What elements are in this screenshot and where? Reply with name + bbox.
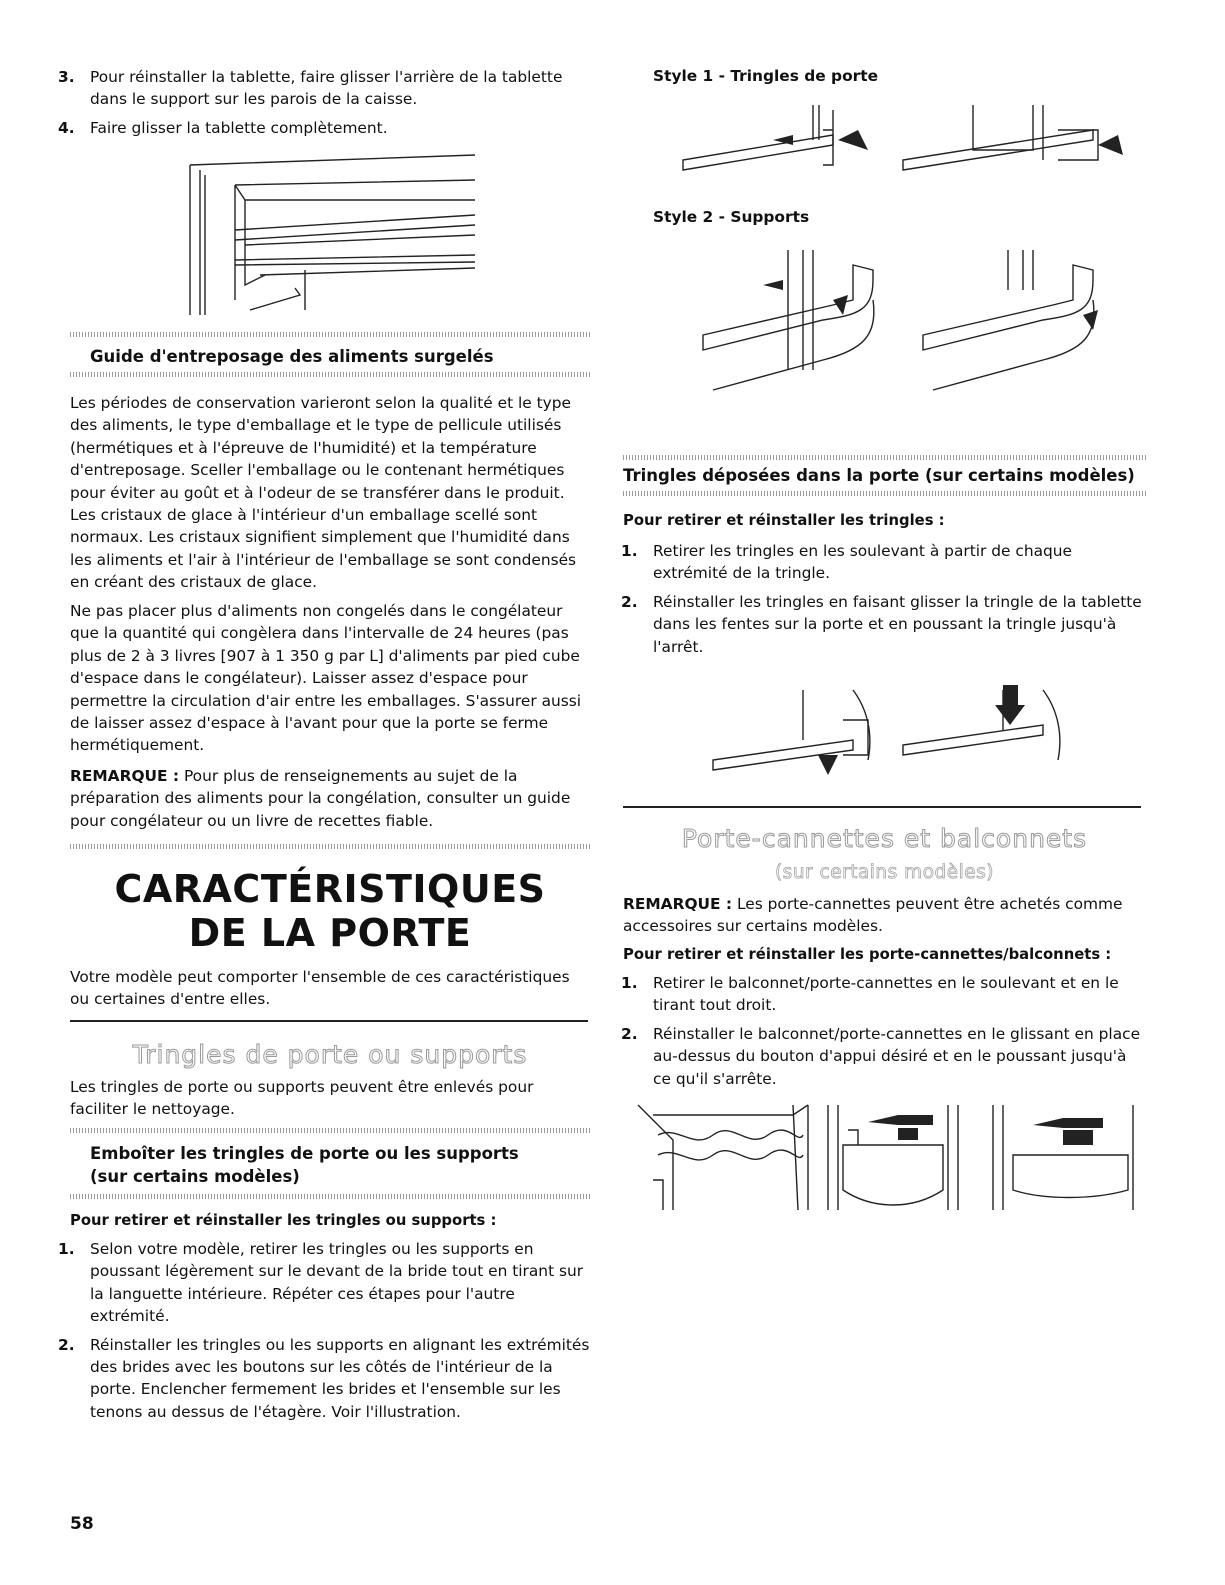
shelf-illustration — [185, 150, 545, 320]
frozen-note: REMARQUE : Pour plus de renseignements au sujet de la préparation des aliments pour la congélation, consulter un guide pour congélateur ou un livre de recettes fiable. — [70, 767, 571, 830]
dotted-rule — [70, 844, 590, 849]
dropin-rails-minihead: Pour retirer et réinstaller les tringles : — [623, 512, 945, 529]
bins-minihead: Pour retirer et réinstaller les porte-cannettes/balconnets : — [623, 946, 1112, 963]
frozen-paragraph-2: Ne pas placer plus d'aliments non congelés dans le congélateur que la quantité qui congèlera dans l'intervalle de 24 heures (pas plus de 2 à 3 livres [907 à 1 350 g par L] d'aliments par pied cube d'espace dans le congélateur). Laisser assez d'espace pour permettre la circulation d'air entre les emballages. S'assurer aussi de laisser assez d'espace à l'avant pour que la porte se ferme hermétiquement. — [70, 602, 582, 755]
bins-section-subtitle: (sur certains modèles) — [774, 862, 995, 883]
section-title-line2: DE LA PORTE — [188, 911, 472, 955]
list-item: 1. Retirer les tringles en les soulevant à partir de chaque extrémité de la tringle. — [621, 542, 1073, 583]
dotted-rule — [70, 1194, 590, 1199]
dotted-rule — [70, 1128, 590, 1133]
style1-label: Style 1 - Tringles de porte — [653, 67, 879, 85]
snap-rails-minihead: Pour retirer et réinstaller les tringles ou supports : — [70, 1212, 497, 1229]
style2-label: Style 2 - Supports — [653, 208, 810, 226]
frozen-guide-heading: Guide d'entreposage des aliments surgelés — [90, 347, 494, 366]
bins-steps — [621, 972, 1146, 1096]
snap-rails-heading-1: Emboîter les tringles de porte ou les supports — [90, 1144, 519, 1163]
frozen-paragraph-1: Les périodes de conservation varieront selon la qualité et le type des aliments, le type d'emballage et le type de pellicule utilisés (hermétiques et à l'épreuve de l'humidité) et la température d'entreposage. Sceller l'emballage ou le contenant hermétiques pour éviter au goût et à l'odeur de se transférer dans le produit. Les cristaux de glace à l'intérieur d'un emballage scellé sont normaux. Les cristaux signifient simplement que l'humidité dans les aliments et l'air à l'intérieur de l'emballage se sont condensés en créant des cristaux de glace. — [70, 394, 577, 592]
section-rule — [623, 806, 1141, 808]
snap-rails-steps — [58, 1238, 590, 1429]
dotted-rule — [623, 491, 1146, 496]
rails-section-title: Tringles de porte ou supports — [132, 1040, 528, 1069]
list-item: 4. Faire glisser la tablette complètement. — [58, 118, 388, 137]
rails-intro: Les tringles de porte ou supports peuvent être enlevés pour faciliter le nettoyage. — [70, 1078, 534, 1119]
style1-door-rail-illustration — [673, 100, 1133, 195]
dropin-rails-steps — [621, 540, 1146, 664]
style2-bracket-illustration — [673, 240, 1133, 420]
list-item: 2. Réinstaller le balconnet/porte-cannettes en le glissant en place au-dessus du bouton d'appui désiré et en le poussant jusqu'à ce qu'il s'arrête. — [621, 1024, 1141, 1088]
door-features-intro: Votre modèle peut comporter l'ensemble de ces caractéristiques ou certaines d'entre elles. — [70, 968, 570, 1009]
section-rule — [70, 1020, 588, 1022]
bins-illustration — [633, 1100, 1143, 1215]
list-item: 1. Selon votre modèle, retirer les tringles ou les supports en poussant légèrement sur le devant de la bride tout en tirant sur la languette intérieure. Répéter ces étapes pour l'autre extrémité. — [58, 1240, 584, 1326]
section-title-line1: CARACTÉRISTIQUES — [114, 867, 546, 911]
dotted-rule — [70, 372, 590, 377]
list-item: 3. Pour réinstaller la tablette, faire glisser l'arrière de la tablette dans le support sur les parois de la caisse. — [58, 68, 563, 109]
bins-note: REMARQUE : Les porte-cannettes peuvent être achetés comme accessoires sur certains modèles. — [623, 895, 1123, 936]
page-number: 58 — [70, 1514, 94, 1534]
bins-section-title: Porte-cannettes et balconnets — [681, 824, 1088, 853]
dropin-rail-illustration — [703, 680, 1103, 790]
dotted-rule — [70, 332, 590, 337]
list-item: 2. Réinstaller les tringles ou les supports en alignant les extrémités des brides avec les boutons sur les côtés de l'intérieur de la porte. Enclencher fermement les brides et l'ensemble sur les tenons au dessus de l'étagère. Voir l'illustration. — [58, 1335, 590, 1421]
shelf-steps-list — [58, 66, 590, 145]
list-item: 2. Réinstaller les tringles en faisant glisser la tringle de la tablette dans les fentes sur la porte et en poussant la tringle jusqu'à l'arrêt. — [621, 592, 1142, 656]
snap-rails-heading-2: (sur certains modèles) — [90, 1167, 300, 1186]
list-item: 1. Retirer le balconnet/porte-cannettes en le soulevant et en le tirant tout droit. — [621, 974, 1119, 1015]
dropin-rails-heading: Tringles déposées dans la porte (sur certains modèles) — [623, 466, 1135, 485]
dotted-rule — [623, 455, 1146, 460]
